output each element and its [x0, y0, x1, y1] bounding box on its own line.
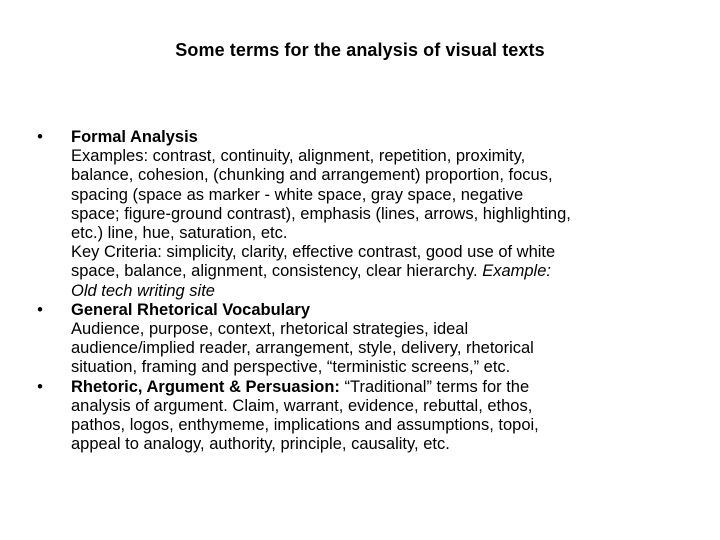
slide-title: Some terms for the analysis of visual texts: [175, 40, 545, 60]
item-heading: General Rhetorical Vocabulary: [71, 300, 311, 319]
item-heading-line: [71, 378, 690, 397]
example-label: Example:: [482, 262, 551, 281]
bullet-icon: •: [37, 300, 43, 319]
bullet-icon: •: [37, 377, 43, 396]
item-line-with-example: [71, 262, 690, 281]
item-line: balance, cohesion, (chunking and arrangement) proportion, focus,: [71, 166, 553, 185]
item-heading: Rhetoric, Argument & Persuasion:: [71, 377, 340, 396]
bullet-icon: •: [37, 128, 43, 146]
item-heading: Formal Analysis: [71, 128, 198, 146]
item-line: etc.) line, hue, saturation, etc.: [71, 224, 288, 243]
item-line: Audience, purpose, context, rhetorical strategies, ideal: [71, 320, 469, 339]
item-line: appeal to analogy, authority, principle, causality, etc.: [71, 435, 450, 454]
item-line: space; figure-ground contrast), emphasis (lines, arrows, highlighting,: [71, 204, 571, 223]
item-heading-tail: “Traditional” terms for the: [339, 377, 530, 396]
item-line-text: space, balance, alignment, consistency, clear hierarchy.: [71, 262, 478, 281]
item-line: Examples: contrast, continuity, alignment, repetition, proximity,: [71, 147, 526, 166]
item-line: Key Criteria: simplicity, clarity, effective contrast, good use of white: [71, 243, 556, 262]
list-item-general-rhetorical-vocabulary: [30, 301, 690, 378]
item-line: spacing (space as marker - white space, gray space, negative: [71, 185, 524, 204]
item-line: pathos, logos, enthymeme, implications and assumptions, topoi,: [71, 416, 539, 435]
item-line: audience/implied reader, arrangement, style, delivery, rhetorical: [71, 339, 534, 358]
example-link[interactable]: Old tech writing site: [71, 281, 215, 300]
term-list: [30, 128, 690, 454]
item-line: analysis of argument. Claim, warrant, evidence, rebuttal, ethos,: [71, 396, 533, 415]
list-item-rhetoric-argument-persuasion: [30, 378, 690, 455]
item-line: situation, framing and perspective, “terministic screens,” etc.: [71, 358, 511, 377]
list-item-formal-analysis: [30, 128, 690, 301]
